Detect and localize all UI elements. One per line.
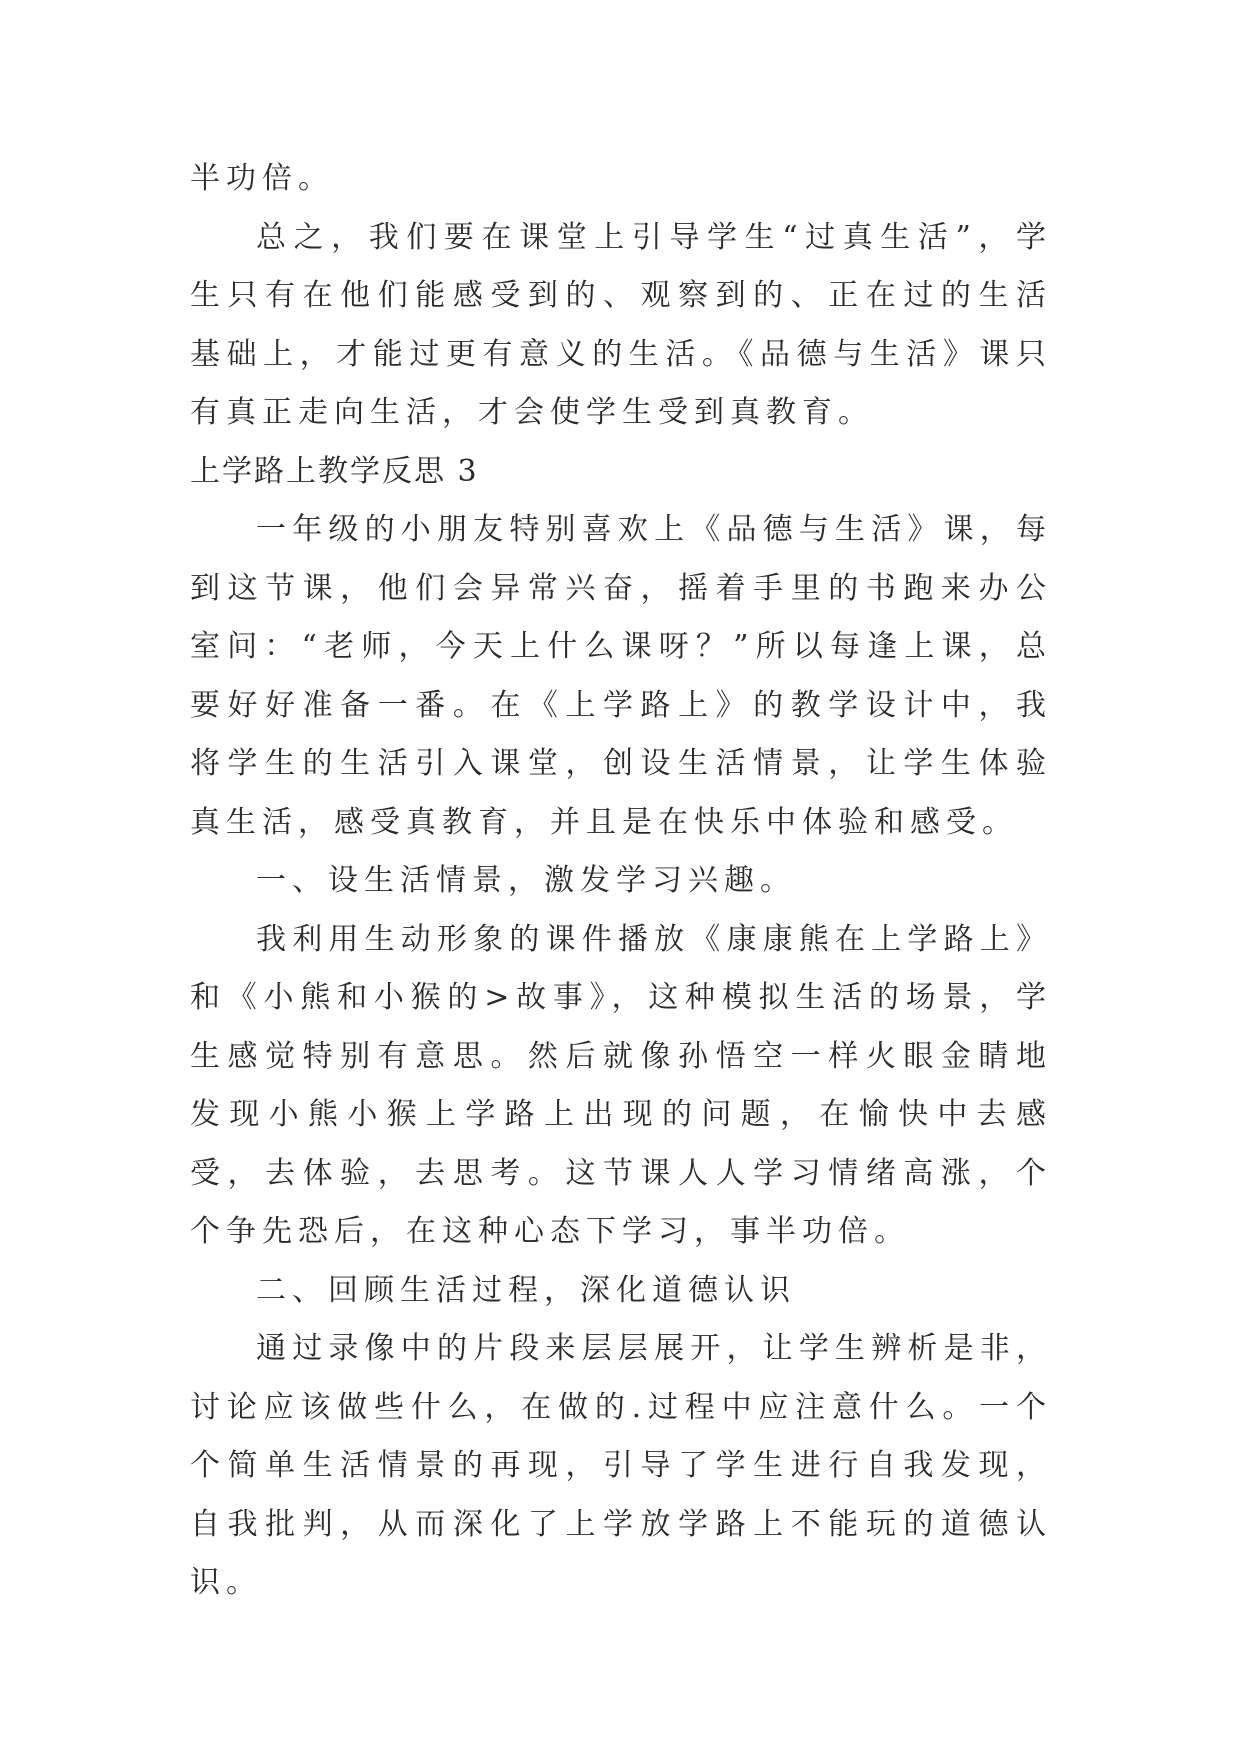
paragraph-continuation: 半功倍。 [190,161,334,196]
subheading-two: 二、回顾生活过程，深化道德认识 [256,1272,796,1308]
document-body [190,150,1052,1613]
paragraph-intro: 一年级的小朋友特别喜欢上《品德与生活》课，每到这节课，他们会异常兴奋，摇着手里的书跑来办公室问：“老师，今天上什么课呀？”所以每逢上课，总要好好准备一番。在《上学路上》的教学设计中，我将学生的生活引入课堂，创设生活情景，让学生体验真生活，感受真教育，并且是在快乐中体验和感受。 [190,512,1052,840]
paragraph-conclusion: 总之，我们要在课堂上引导学生“过真生活”，学生只有在他们能感受到的、观察到的、正在过的生活基础上，才能过更有意义的生活。《品德与生活》课只有真正走向生活，才会使学生受到真教育。 [190,219,1052,430]
section-title: 上学路上教学反思 3 [190,453,479,489]
paragraph-body-two: 通过录像中的片段来层层展开，让学生辨析是非，讨论应该做些什么，在做的.过程中应注意什么。一个个简单生活情景的再现，引导了学生进行自我发现，自我批判，从而深化了上学放学路上不能玩的道德认识。 [190,1331,1052,1600]
paragraph-body-one: 我利用生动形象的课件播放《康康熊在上学路上》和《小熊和小猴的>故事》，这种模拟生活的场景，学生感觉特别有意思。然后就像孙悟空一样火眼金睛地发现小熊小猴上学路上出现的问题，在愉快中去感受，去体验，去思考。这节课人人学习情绪高涨，个个争先恐后，在这种心态下学习，事半功倍。 [190,921,1052,1249]
subheading-one: 一、设生活情景，激发学习兴趣。 [256,863,796,898]
